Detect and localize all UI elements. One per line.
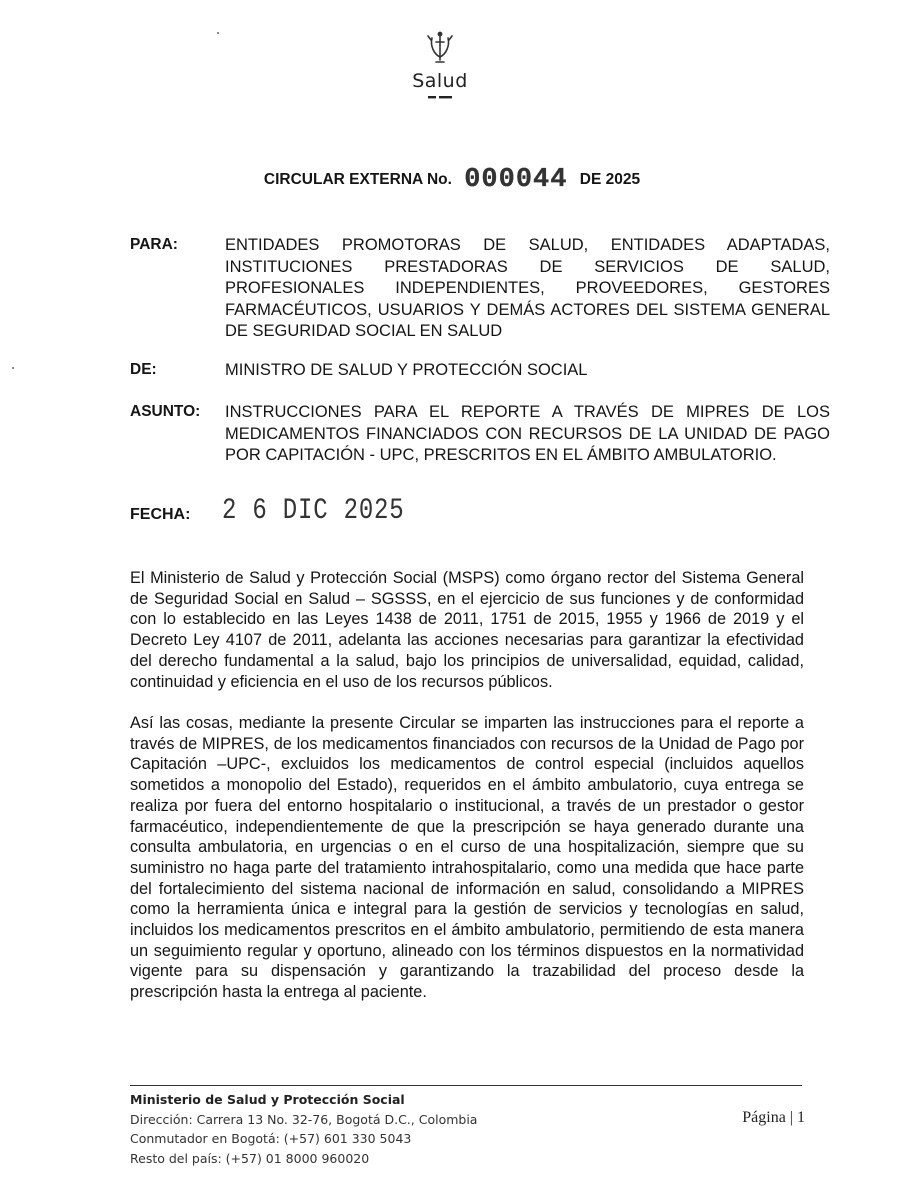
- body-paragraph-1: El Ministerio de Salud y Protección Social (MSPS) como órgano rector del Sistema General de Seguridad Social en Salud – SGSSS, en el ejercicio de sus funciones y de conformidad con lo establecido en las Leyes 1438 de 2011, 1751 de 2015, 1955 y 1966 de 2019 y el Decreto Ley 4107 de 2011, adelanta las acciones necesarias para garantizar la efectividad del derecho fundamental a la salud, bajo los principios de universalidad, equidad, calidad, continuidad y eficiencia en el uso de los recursos públicos.: [130, 569, 804, 691]
- asunto-text: INSTRUCCIONES PARA EL REPORTE A TRAVÉS DE MIPRES DE LOS MEDICAMENTOS FINANCIADOS CON RECURSOS DE LA UNIDAD DE PAGO POR CAPITACIÓN - UPC, PRESCRITOS EN EL ÁMBITO AMBULATORIO.: [225, 403, 830, 464]
- para-text: ENTIDADES PROMOTORAS DE SALUD, ENTIDADES ADAPTADAS, INSTITUCIONES PRESTADORAS DE SERVICIOS DE SALUD, PROFESIONALES INDEPENDIENTES, PROVEEDORES, GESTORES FARMACÉUTICOS, USUARIOS Y DEMÁS ACTORES DEL SISTEMA GENERAL DE SEGURIDAD SOCIAL EN SALUD: [225, 236, 830, 340]
- footer-phone-bogota: Conmutador en Bogotá: (+57) 601 330 5043: [130, 1131, 412, 1146]
- circular-number: 000044: [464, 165, 568, 195]
- footer-divider: [130, 1085, 802, 1086]
- logo-text: Salud: [412, 70, 468, 92]
- circular-year: DE 2025: [579, 171, 641, 188]
- coat-of-arms-icon: [420, 30, 460, 66]
- footer-phone-country: Resto del país: (+57) 01 8000 960020: [130, 1150, 370, 1166]
- page-number: Página | 1: [742, 1108, 805, 1126]
- logo-underline-icon: [428, 94, 452, 100]
- page-footer: [130, 1090, 805, 1168]
- circular-title: [0, 163, 904, 193]
- footer-organization: Ministerio de Salud y Protección Social: [130, 1092, 405, 1107]
- ministry-logo: [380, 30, 500, 120]
- circular-prefix: CIRCULAR EXTERNA No.: [263, 171, 452, 188]
- asunto-label: ASUNTO:: [130, 403, 201, 420]
- de-label: DE:: [130, 361, 157, 378]
- scan-speck: [217, 32, 219, 34]
- fecha-stamp: 2 6 DIC 2025: [222, 494, 405, 528]
- scan-speck: [12, 367, 14, 369]
- body-paragraph-2: Así las cosas, mediante la presente Circular se imparten las instrucciones para el reporte a través de MIPRES, de los medicamentos financiados con recursos de la Unidad de Pago por Capitación –UPC-, excluidos los medicamentos de control especial (incluidos aquellos sometidos a monopolio del Estado), requeridos en el ámbito ambulatorio, cuya entrega se realiza por fuera del entorno hospitalario o institucional, a través de un prestador o gestor farmacéutico, independientemente de que la prescripción se haya generado durante una consulta ambulatoria, en urgencias o en el curso de una hospitalización, siempre que su suministro no haga parte del tratamiento intrahospitalario, como una medida que hace parte del fortalecimiento del sistema nacional de información en salud, consolidando a MIPRES como la herramienta única e integral para la gestión de servicios y tecnologías en salud, incluidos los medicamentos prescritos en el ámbito ambulatorio, permitiendo de esta manera un seguimiento regular y oportuno, alineado con los términos dispuestos en la normatividad vigente para su dispensación y garantizando la trazabilidad del proceso desde la prescripción hasta la entrega al paciente.: [130, 714, 804, 1002]
- de-text: MINISTRO DE SALUD Y PROTECCIÓN SOCIAL: [225, 361, 588, 379]
- para-label: PARA:: [130, 236, 178, 253]
- fecha-label: FECHA:: [130, 506, 191, 523]
- footer-address: Dirección: Carrera 13 No. 32-76, Bogotá D.C., Colombia: [130, 1111, 478, 1127]
